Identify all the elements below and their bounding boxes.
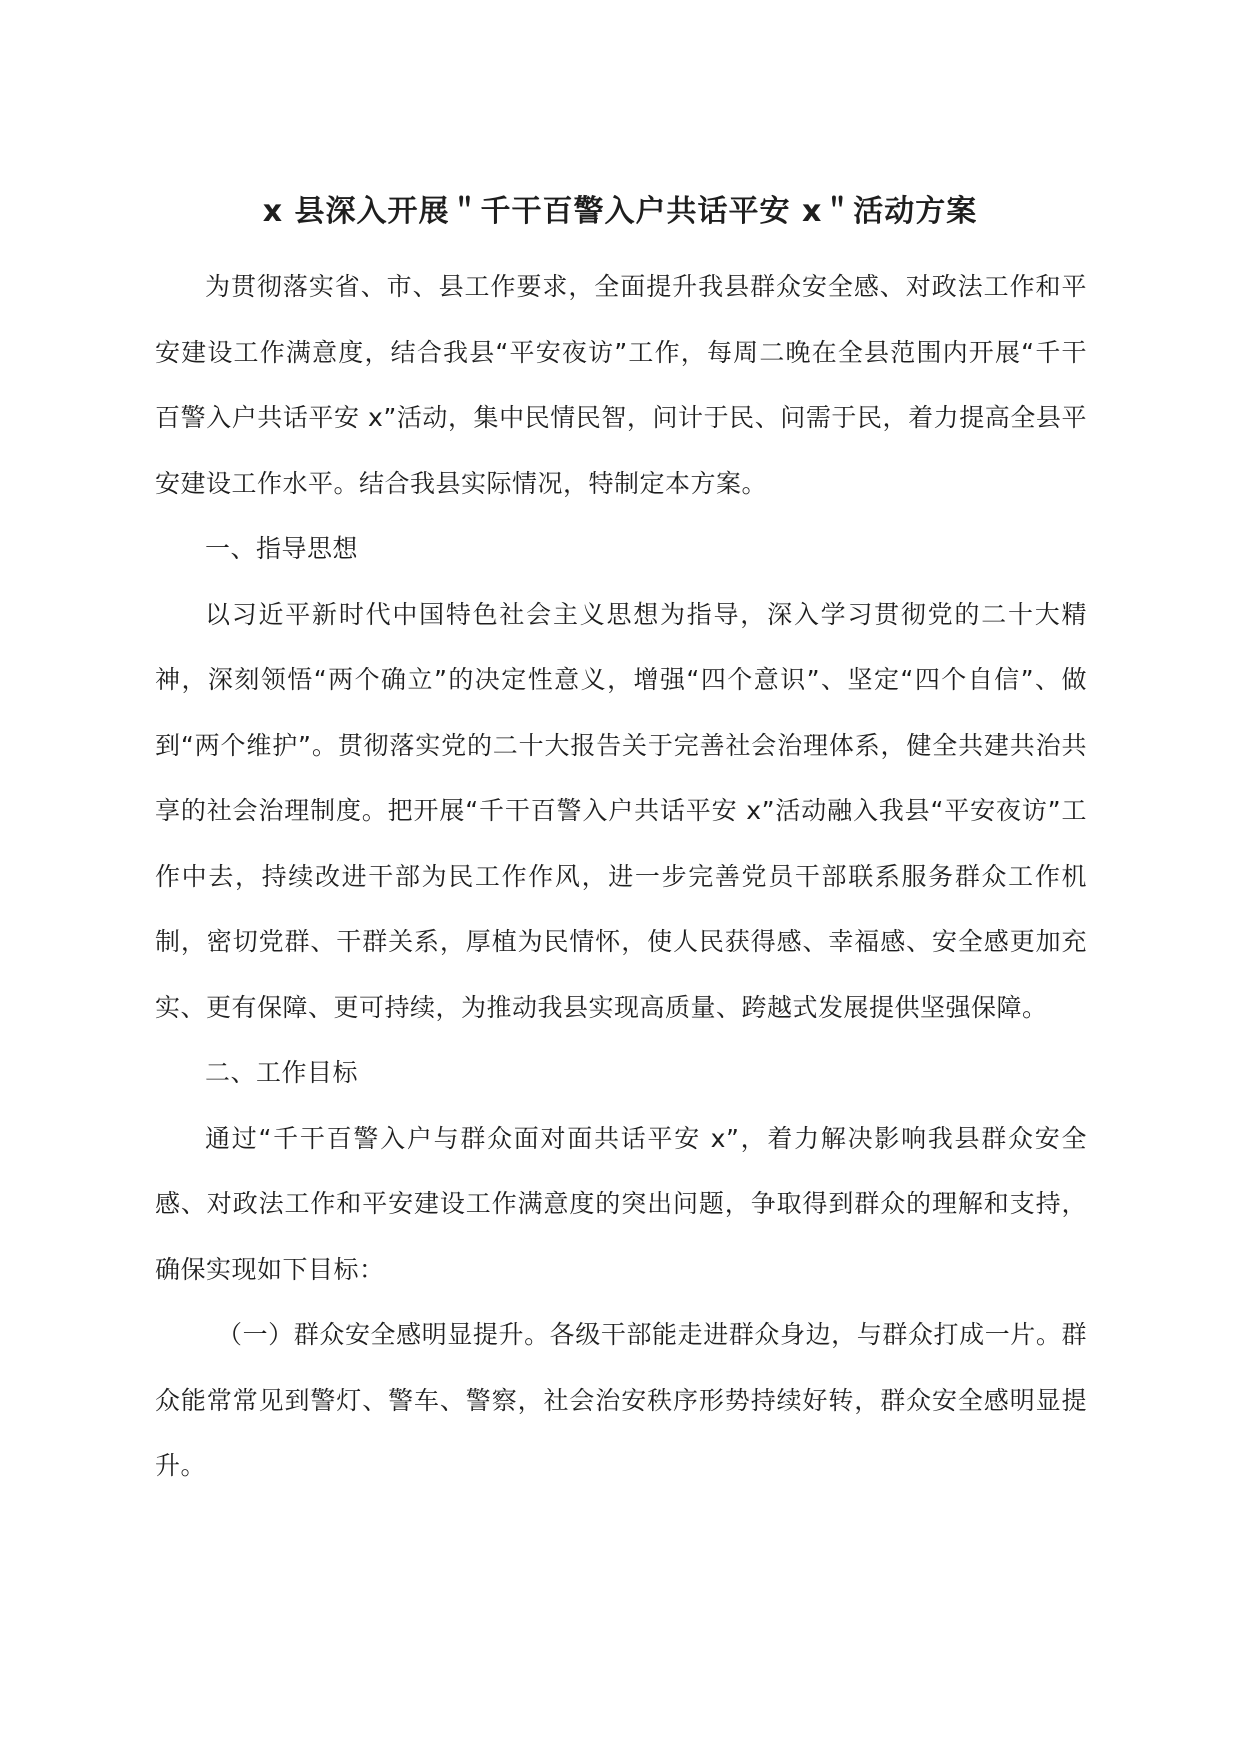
document-body	[155, 254, 1087, 1499]
work-goals-paragraph: 通过“千干百警入户与群众面对面共话平安 x”，着力解决影响我县群众安全感、对政法工作和平安建设工作满意度的突出问题，争取得到群众的理解和支持，确保实现如下目标：	[155, 1123, 1087, 1284]
document-title: x 县深入开展＂千干百警入户共话平安 x＂活动方案	[262, 194, 978, 229]
section-heading-guiding-ideology: 一、指导思想	[205, 534, 359, 563]
goal-item-1-paragraph: （一）群众安全感明显提升。各级干部能走进群众身边，与群众打成一片。群众能常常见到警灯、警车、警察，社会治安秩序形势持续好转，群众安全感明显提升。	[155, 1320, 1087, 1480]
section-heading-work-goals: 二、工作目标	[205, 1058, 359, 1087]
intro-paragraph: 为贯彻落实省、市、县工作要求，全面提升我县群众安全感、对政法工作和平安建设工作满意度，结合我县“平安夜访”工作，每周二晚在全县范围内开展“千干百警入户共话平安 x”活动，集中民情民智，问计于民、问需于民，着力提高全县平安建设工作水平。结合我县实际情况，特制定本方案。	[155, 272, 1087, 498]
guiding-ideology-paragraph: 以习近平新时代中国特色社会主义思想为指导，深入学习贯彻党的二十大精神，深刻领悟“两个确立”的决定性意义，增强“四个意识”、坚定“四个自信”、做到“两个维护”。贯彻落实党的二十大报告关于完善社会治理体系，健全共建共治共享的社会治理制度。把开展“千干百警入户共话平安 x”活动融入我县“平安夜访”工作中去，持续改进干部为民工作作风，进一步完善党员干部联系服务群众工作机制，密切党群、干群关系，厚植为民情怀，使人民获得感、幸福感、安全感更加充实、更有保障、更可持续，为推动我县实现高质量、跨越式发展提供坚强保障。	[155, 599, 1087, 1022]
